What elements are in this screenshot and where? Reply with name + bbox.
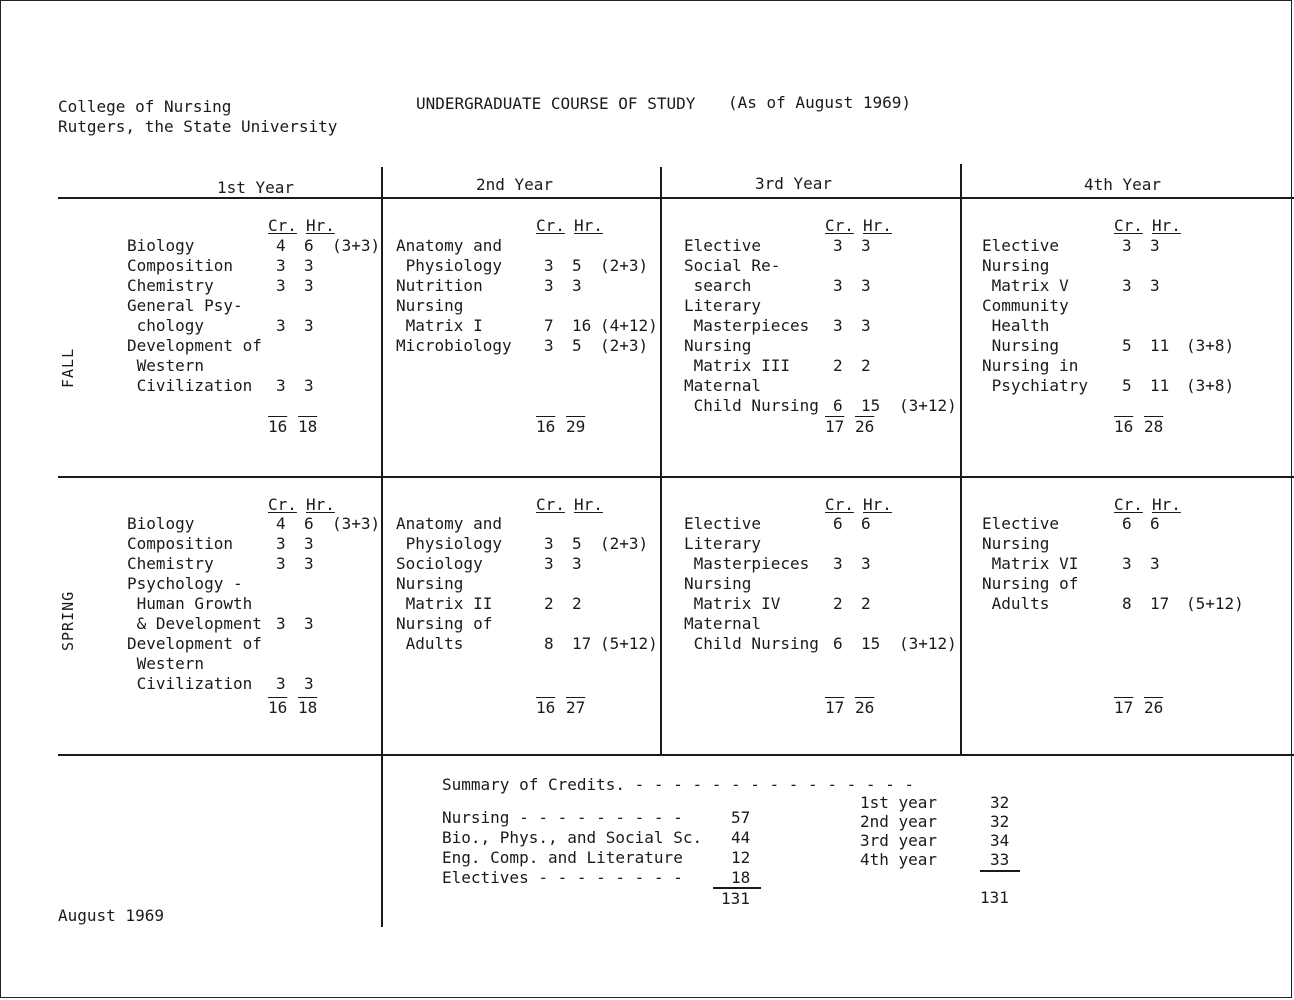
university-name: Rutgers, the State University xyxy=(58,117,338,136)
course-credits: 3 xyxy=(276,614,286,633)
course-hours: 3 xyxy=(304,256,314,275)
course-name: Sociology xyxy=(396,554,483,573)
course-credits: 3 xyxy=(833,276,843,295)
total-hours: 27 xyxy=(566,698,586,717)
course-name: Child Nursing xyxy=(684,396,819,415)
course-hours: 6 xyxy=(1150,514,1160,533)
year-total-label: 3rd year xyxy=(860,831,938,850)
summary-total: 131 xyxy=(721,889,750,908)
cr-column-header: Cr. xyxy=(825,216,854,235)
hr-column-header: Hr. xyxy=(1152,216,1181,235)
course-hours: 17 xyxy=(1150,594,1170,613)
course-hours: 3 xyxy=(304,674,314,693)
course-hours: 5 xyxy=(572,256,582,275)
col-divider-2 xyxy=(660,167,662,755)
course-credits: 3 xyxy=(276,376,286,395)
hours-breakdown: (2+3) xyxy=(600,336,649,355)
years-grand-total: 131 xyxy=(980,888,1009,907)
total-credits: 17 xyxy=(825,417,845,436)
course-name: Matrix I xyxy=(396,316,483,335)
course-credits: 6 xyxy=(1122,514,1132,533)
course-name: Microbiology xyxy=(396,336,512,355)
course-name: Nursing xyxy=(396,296,464,315)
course-hours: 3 xyxy=(304,276,314,295)
course-credits: 3 xyxy=(276,276,286,295)
course-name: Matrix VI xyxy=(982,554,1079,573)
course-name: Elective xyxy=(684,514,762,533)
course-credits: 3 xyxy=(544,554,554,573)
course-name: Nursing of xyxy=(982,574,1079,593)
as-of-date: (As of August 1969) xyxy=(728,93,912,112)
course-credits: 8 xyxy=(544,634,554,653)
course-name: Physiology xyxy=(396,534,502,553)
course-name: Nursing xyxy=(396,574,464,593)
total-hours: 29 xyxy=(566,417,586,436)
course-hours: 3 xyxy=(1150,236,1160,255)
total-hours: 26 xyxy=(855,698,875,717)
summary-divider xyxy=(58,754,1294,756)
course-hours: 3 xyxy=(304,316,314,335)
year-total-value: 34 xyxy=(990,831,1010,850)
term-divider xyxy=(58,476,1294,478)
year-header-1: 1st Year xyxy=(217,178,295,197)
course-hours: 16 xyxy=(572,316,592,335)
course-name: Biology xyxy=(127,514,195,533)
cr-column-header: Cr. xyxy=(825,495,854,514)
course-hours: 2 xyxy=(861,594,871,613)
year-total-label: 2nd year xyxy=(860,812,938,831)
page-title: UNDERGRADUATE COURSE OF STUDY xyxy=(416,94,696,113)
cr-column-header: Cr. xyxy=(536,495,565,514)
course-name: Western xyxy=(127,654,205,673)
course-credits: 6 xyxy=(833,514,843,533)
total-hours: 26 xyxy=(1144,698,1164,717)
course-name: Chemistry xyxy=(127,554,214,573)
course-hours: 6 xyxy=(304,514,314,533)
course-hours: 3 xyxy=(861,236,871,255)
course-name: Social Re- xyxy=(684,256,781,275)
course-credits: 5 xyxy=(1122,376,1132,395)
course-name: search xyxy=(684,276,752,295)
course-credits: 3 xyxy=(544,336,554,355)
course-hours: 3 xyxy=(304,376,314,395)
course-name: Physiology xyxy=(396,256,502,275)
course-name: Civilization xyxy=(127,376,253,395)
course-credits: 3 xyxy=(833,316,843,335)
course-name: Nursing xyxy=(684,336,752,355)
course-name: Matrix III xyxy=(684,356,790,375)
course-hours: 5 xyxy=(572,336,582,355)
course-credits: 2 xyxy=(544,594,554,613)
course-credits: 6 xyxy=(833,634,843,653)
summary-row-value: 57 xyxy=(731,808,751,827)
course-name: Civilization xyxy=(127,674,253,693)
total-hours: 18 xyxy=(298,698,318,717)
course-hours: 11 xyxy=(1150,376,1170,395)
course-name: Nursing xyxy=(982,256,1050,275)
total-credits: 16 xyxy=(1114,417,1134,436)
hours-breakdown: (2+3) xyxy=(600,256,649,275)
hr-column-header: Hr. xyxy=(574,216,603,235)
course-name: Maternal xyxy=(684,614,762,633)
course-credits: 3 xyxy=(833,236,843,255)
hours-breakdown: (3+12) xyxy=(899,634,957,653)
course-name: Anatomy and xyxy=(396,514,502,533)
course-credits: 3 xyxy=(1122,236,1132,255)
course-credits: 3 xyxy=(276,256,286,275)
course-name: Health xyxy=(982,316,1050,335)
course-name: Chemistry xyxy=(127,276,214,295)
footer-date: August 1969 xyxy=(58,906,164,925)
course-hours: 3 xyxy=(304,554,314,573)
course-name: Western xyxy=(127,356,205,375)
summary-title: Summary of Credits. - - - - - - - - - - - - - - - xyxy=(442,775,915,794)
total-hours: 26 xyxy=(855,417,875,436)
course-credits: 3 xyxy=(1122,276,1132,295)
course-credits: 2 xyxy=(833,356,843,375)
course-name: Matrix IV xyxy=(684,594,781,613)
summary-row-value: 12 xyxy=(731,848,751,867)
course-name: Child Nursing xyxy=(684,634,819,653)
course-name: & Development xyxy=(127,614,262,633)
institution-name: College of Nursing xyxy=(58,97,232,116)
cr-column-header: Cr. xyxy=(268,495,297,514)
total-credits: 16 xyxy=(268,698,288,717)
course-credits: 3 xyxy=(276,674,286,693)
course-credits: 3 xyxy=(544,534,554,553)
course-name: General Psy- xyxy=(127,296,243,315)
year-header-2: 2nd Year xyxy=(476,175,554,194)
course-name: Adults xyxy=(982,594,1050,613)
hours-breakdown: (3+3) xyxy=(332,514,381,533)
hours-breakdown: (5+12) xyxy=(600,634,658,653)
term-label-fall: FALL xyxy=(59,347,77,388)
course-hours: 2 xyxy=(861,356,871,375)
course-hours: 3 xyxy=(304,614,314,633)
col-divider-3 xyxy=(960,164,962,755)
col-divider-1 xyxy=(381,167,383,927)
course-hours: 2 xyxy=(572,594,582,613)
course-name: Adults xyxy=(396,634,464,653)
hr-column-header: Hr. xyxy=(863,216,892,235)
course-credits: 3 xyxy=(276,534,286,553)
summary-row-label: Eng. Comp. and Literature xyxy=(442,848,683,867)
course-credits: 3 xyxy=(1122,554,1132,573)
term-label-spring: SPRING xyxy=(59,590,77,651)
cr-column-header: Cr. xyxy=(1114,216,1143,235)
hours-breakdown: (3+3) xyxy=(332,236,381,255)
course-name: Development of xyxy=(127,336,262,355)
course-name: Masterpieces xyxy=(684,554,810,573)
course-name: Masterpieces xyxy=(684,316,810,335)
course-name: Matrix II xyxy=(396,594,493,613)
course-hours: 6 xyxy=(861,514,871,533)
course-name: Community xyxy=(982,296,1069,315)
course-hours: 3 xyxy=(572,554,582,573)
course-name: Human Growth xyxy=(127,594,253,613)
course-name: Literary xyxy=(684,534,762,553)
total-credits: 17 xyxy=(825,698,845,717)
course-hours: 6 xyxy=(304,236,314,255)
year-total-value: 32 xyxy=(990,812,1010,831)
cr-column-header: Cr. xyxy=(1114,495,1143,514)
course-credits: 5 xyxy=(1122,336,1132,355)
year-header-4: 4th Year xyxy=(1084,175,1162,194)
course-name: Biology xyxy=(127,236,195,255)
year-total-label: 4th year xyxy=(860,850,938,869)
cr-column-header: Cr. xyxy=(268,216,297,235)
course-name: Psychology - xyxy=(127,574,243,593)
course-name: Elective xyxy=(684,236,762,255)
total-hours: 18 xyxy=(298,417,318,436)
course-hours: 3 xyxy=(1150,554,1160,573)
course-name: Matrix V xyxy=(982,276,1069,295)
course-name: Composition xyxy=(127,534,233,553)
course-credits: 3 xyxy=(544,256,554,275)
summary-row-value: 18 xyxy=(731,868,751,887)
year-total-rule xyxy=(980,870,1020,872)
hours-breakdown: (3+12) xyxy=(899,396,957,415)
course-hours: 15 xyxy=(861,634,881,653)
course-hours: 5 xyxy=(572,534,582,553)
course-name: Elective xyxy=(982,236,1060,255)
course-hours: 3 xyxy=(572,276,582,295)
course-name: Nursing in xyxy=(982,356,1079,375)
summary-row-label: Electives - - - - - - - - xyxy=(442,868,683,887)
course-hours: 11 xyxy=(1150,336,1170,355)
hr-column-header: Hr. xyxy=(1152,495,1181,514)
course-credits: 3 xyxy=(544,276,554,295)
hr-column-header: Hr. xyxy=(306,495,335,514)
year-total-value: 33 xyxy=(990,850,1010,869)
course-credits: 4 xyxy=(276,236,286,255)
course-name: Nursing of xyxy=(396,614,493,633)
course-hours: 3 xyxy=(861,276,871,295)
course-hours: 3 xyxy=(861,316,871,335)
course-name: Development of xyxy=(127,634,262,653)
course-credits: 2 xyxy=(833,594,843,613)
course-credits: 8 xyxy=(1122,594,1132,613)
hr-column-header: Hr. xyxy=(863,495,892,514)
hours-breakdown: (3+8) xyxy=(1186,336,1235,355)
hr-column-header: Hr. xyxy=(574,495,603,514)
year-total-label: 1st year xyxy=(860,793,938,812)
course-hours: 17 xyxy=(572,634,592,653)
hours-breakdown: (2+3) xyxy=(600,534,649,553)
course-name: Nursing xyxy=(982,534,1050,553)
course-credits: 3 xyxy=(833,554,843,573)
course-hours: 3 xyxy=(304,534,314,553)
year-total-value: 32 xyxy=(990,793,1010,812)
course-name: Nursing xyxy=(982,336,1060,355)
course-name: Psychiatry xyxy=(982,376,1088,395)
course-hours: 3 xyxy=(861,554,871,573)
summary-row-value: 44 xyxy=(731,828,751,847)
course-credits: 3 xyxy=(276,316,286,335)
course-hours: 3 xyxy=(1150,276,1160,295)
summary-row-label: Bio., Phys., and Social Sc. xyxy=(442,828,703,847)
course-name: Composition xyxy=(127,256,233,275)
course-name: Nutrition xyxy=(396,276,483,295)
total-credits: 16 xyxy=(536,417,556,436)
total-hours: 28 xyxy=(1144,417,1164,436)
course-credits: 3 xyxy=(276,554,286,573)
cr-column-header: Cr. xyxy=(536,216,565,235)
hours-breakdown: (5+12) xyxy=(1186,594,1244,613)
total-credits: 16 xyxy=(536,698,556,717)
course-credits: 6 xyxy=(833,396,843,415)
course-credits: 7 xyxy=(544,316,554,335)
hr-column-header: Hr. xyxy=(306,216,335,235)
year-header-3: 3rd Year xyxy=(755,174,833,193)
course-name: Elective xyxy=(982,514,1060,533)
total-credits: 17 xyxy=(1114,698,1134,717)
course-credits: 4 xyxy=(276,514,286,533)
course-name: chology xyxy=(127,316,205,335)
hours-breakdown: (3+8) xyxy=(1186,376,1235,395)
course-name: Maternal xyxy=(684,376,762,395)
course-name: Nursing xyxy=(684,574,752,593)
course-name: Anatomy and xyxy=(396,236,502,255)
hours-breakdown: (4+12) xyxy=(600,316,658,335)
course-name: Literary xyxy=(684,296,762,315)
total-credits: 16 xyxy=(268,417,288,436)
summary-row-label: Nursing - - - - - - - - - xyxy=(442,808,683,827)
course-hours: 15 xyxy=(861,396,881,415)
